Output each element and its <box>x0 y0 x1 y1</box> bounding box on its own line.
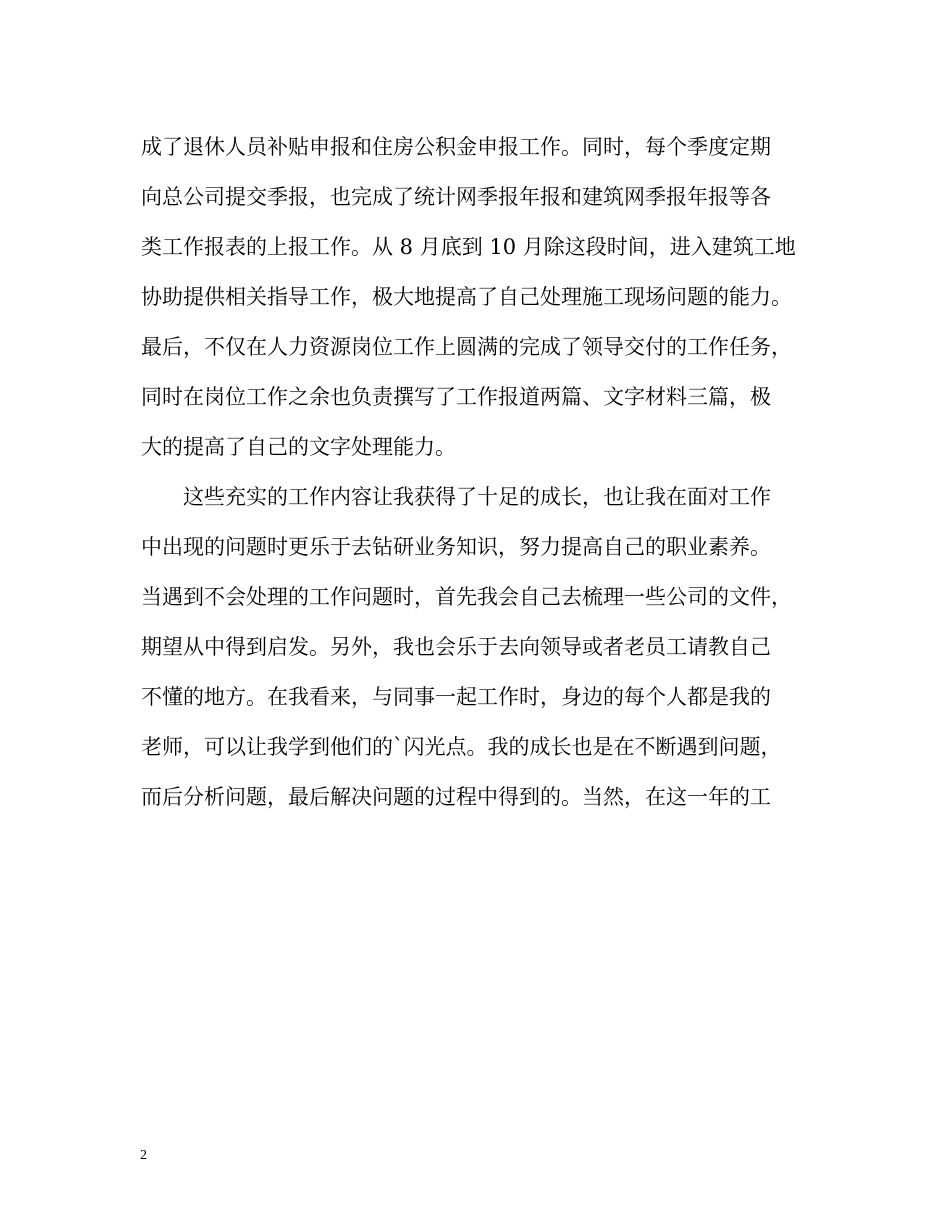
text-line-8: 这些充实的工作内容让我获得了十足的成长，也让我在面对工作 <box>183 485 771 509</box>
text-line-7: 大的提高了自己的文字处理能力。 <box>141 435 456 459</box>
text-line-13: 老师，可以让我学到他们的`闪光点。我的成长也是在不断遇到问题， <box>141 735 782 759</box>
text-line-10: 当遇到不会处理的工作问题时，首先我会自己去梳理一些公司的文件， <box>141 585 792 609</box>
text-line-9: 中出现的问题时更乐于去钻研业务知识，努力提高自己的职业素养。 <box>141 535 771 559</box>
text-line-3: 类工作报表的上报工作。从 8 月底到 10 月除这段时间，进入建筑工地 <box>141 235 796 259</box>
text-line-11: 期望从中得到启发。另外，我也会乐于去向领导或者老员工请教自己 <box>141 635 771 659</box>
text-line-12: 不懂的地方。在我看来，与同事一起工作时，身边的每个人都是我的 <box>141 685 771 709</box>
page-number: 2 <box>140 1148 147 1163</box>
body-text <box>141 122 811 822</box>
text-line-4: 协助提供相关指导工作，极大地提高了自己处理施工现场问题的能力。 <box>141 285 792 309</box>
text-line-14: 而后分析问题，最后解决问题的过程中得到的。当然，在这一年的工 <box>141 785 771 809</box>
text-line-2: 向总公司提交季报，也完成了统计网季报年报和建筑网季报年报等各 <box>141 185 771 209</box>
text-line-5: 最后，不仅在人力资源岗位工作上圆满的完成了领导交付的工作任务， <box>141 335 792 359</box>
text-line-6: 同时在岗位工作之余也负责撰写了工作报道两篇、文字材料三篇，极 <box>141 385 771 409</box>
text-line-1: 成了退休人员补贴申报和住房公积金申报工作。同时，每个季度定期 <box>141 135 771 159</box>
